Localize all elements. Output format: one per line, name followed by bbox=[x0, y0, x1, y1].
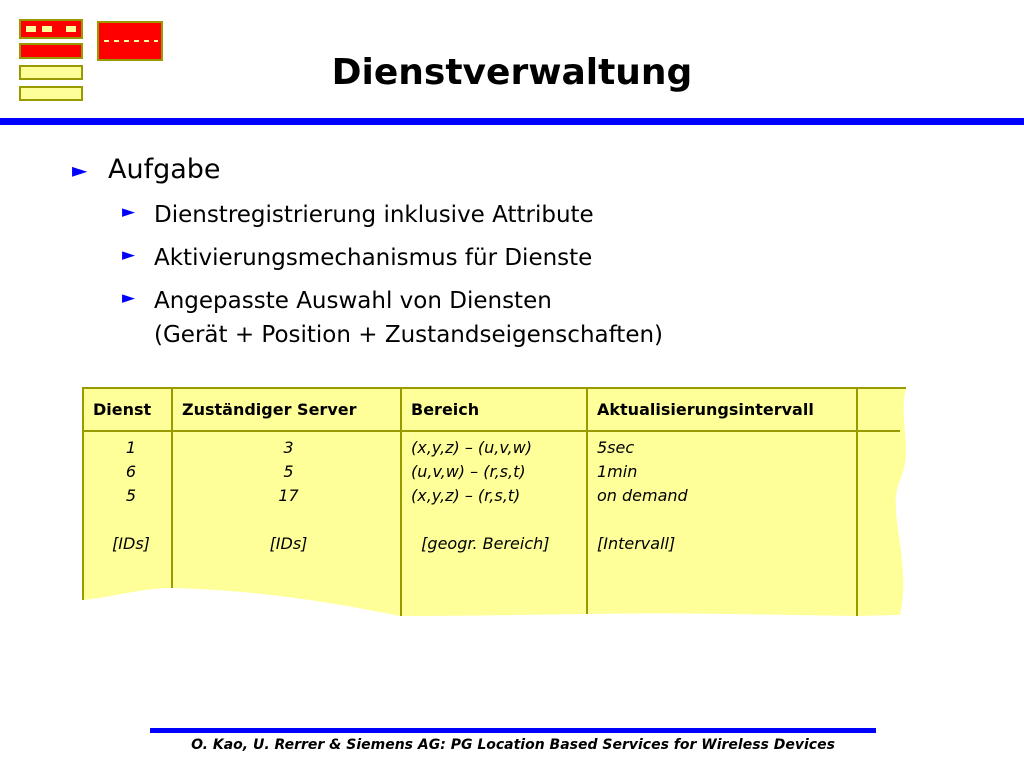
triangle-right-icon: ► bbox=[122, 202, 136, 222]
column-header: Bereich bbox=[411, 400, 480, 419]
slide-title: Dienstverwaltung bbox=[331, 52, 693, 93]
triangle-right-icon: ► bbox=[72, 157, 88, 182]
bullet-item-line: (Gerät + Position + Zustandseigenschaften) bbox=[154, 322, 664, 348]
footer-divider bbox=[150, 728, 876, 733]
footer-text: O. Kao, U. Rerrer & Siemens AG: PG Location Based Services for Wireless Devices bbox=[191, 737, 835, 753]
bullet-item-text: Dienstregistrierung inklusive Attribute bbox=[154, 202, 594, 228]
bullet-level1-text: Aufgabe bbox=[108, 154, 221, 185]
triangle-right-icon: ► bbox=[122, 245, 136, 265]
column-header: Dienst bbox=[93, 400, 152, 419]
bullet-item-text: Aktivierungsmechanismus für Dienste bbox=[154, 245, 593, 271]
table-cell-bereich: (x,y,z) – (u,v,w) (u,v,w) – (r,s,t) (x,y,z) – (r,s,t) [geogr. Bereich] bbox=[411, 438, 550, 553]
column-header: Zuständiger Server bbox=[182, 400, 357, 419]
table-cell-intervall: 5sec 1min on demand [Intervall] bbox=[597, 438, 688, 553]
triangle-right-icon: ► bbox=[122, 288, 136, 308]
table-cell-server: 3 5 17 [IDs] bbox=[269, 438, 308, 553]
bullet-item-line: Angepasste Auswahl von Diensten bbox=[154, 288, 552, 314]
table-cell-dienst: 1 6 5 [IDs] bbox=[112, 438, 150, 553]
column-header: Aktualisierungsintervall bbox=[597, 400, 814, 419]
